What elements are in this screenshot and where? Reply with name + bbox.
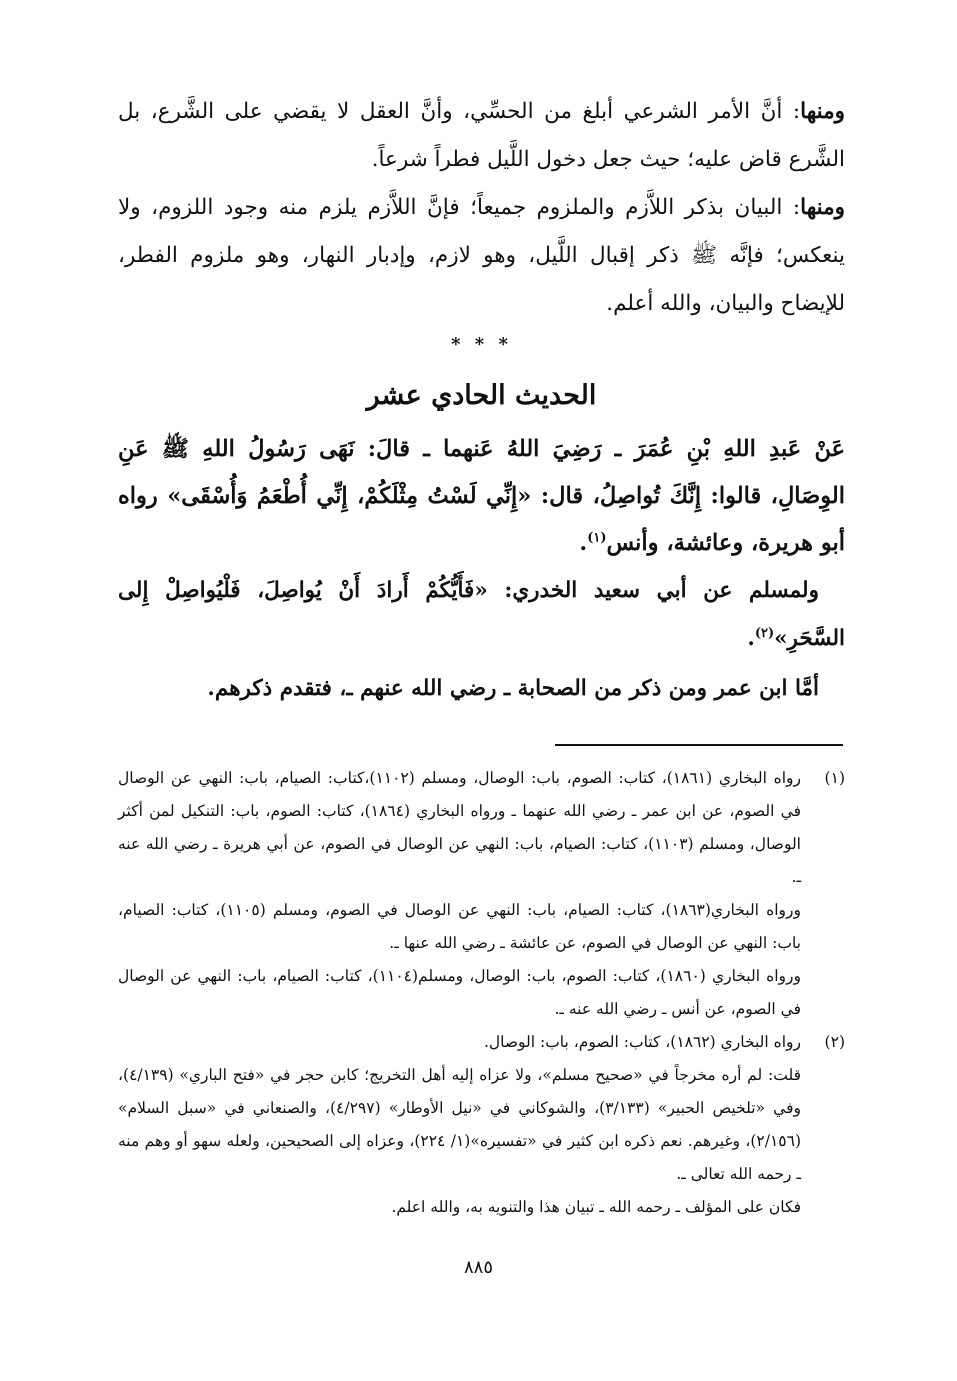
- muslim-body: ولمسلم عن أبي سعيد الخدري: «فَأَيُّكُمْ أَرادَ أَنْ يُواصِلَ، فَلْيُواصِلْ إِلى السَّحَرِ»: [118, 578, 845, 651]
- main-text: [118, 88, 845, 713]
- footnote-1-text: [118, 762, 801, 1026]
- footnote-2-para-3: فكان على المؤلف ـ رحمه الله ـ تبيان هذا والتنويه به، والله اعلم.: [391, 1198, 801, 1216]
- footnote-2: [118, 1026, 845, 1224]
- footnote-2-text: [118, 1026, 801, 1224]
- footnote-ref-1[interactable]: (١): [587, 530, 607, 546]
- hadith-end: .: [579, 530, 588, 556]
- paragraph-1: [118, 88, 845, 184]
- hadith-text: [118, 426, 845, 567]
- footnote-1-para-2: ورواه البخاري(١٨٦٣)، كتاب: الصيام، باب: النهي عن الوصال في الصوم، ومسلم (١١٠٥)، كتاب: الصيام، باب: النهي عن الوصال في الصوم، عن عائشة ـ رضي الله عنها ـ.: [118, 901, 801, 952]
- footnote-2-number: (٢): [824, 1033, 845, 1051]
- paragraph-1-text: : أنَّ الأمر الشرعي أبلغ من الحسِّي، وأنَّ العقل لا يقضي على الشَّرع، بل الشَّرع قاض عليه؛ حيث جعل دخول اللَّيل فطراً شرعاً.: [118, 99, 845, 172]
- page-number: ٨٨٥: [463, 1257, 493, 1278]
- footnote-1-para-1: رواه البخاري (١٨٦١)، كتاب: الصوم، باب: الوصال، ومسلم (١١٠٢)،كتاب: الصيام، باب: النهي عن الوصال في الصوم، عن ابن عمر ـ رضي الله عنهما ـ ورواه البخاري (١٨٦٤)، كتاب: الصوم، باب: التنكيل لمن أكثر الوصال، ومسلم (١١٠٣)، كتاب: الصيام، باب: النهي عن الوصال في الصوم، عن أبي هريرة ـ رضي الله عنه ـ.: [118, 769, 801, 886]
- paragraph-2-lead: ومنها: [800, 195, 845, 220]
- footnote-1-para-3: ورواه البخاري (١٨٦٠)، كتاب: الصوم، باب: الوصال، ومسلم(١١٠٤)، كتاب: الصيام، باب: النهي عن الوصال في الصوم، عن أنس ـ رضي الله عنه ـ.: [118, 967, 802, 1018]
- section-separator: * * *: [451, 334, 512, 355]
- muslim-end: .: [747, 626, 755, 651]
- footnote-2-para-2: قلت: لم أره مخرجاً في «صحيح مسلم»، ولا عزاه إليه أهل التخريج؛ كابن حجر في «فتح الباري» (٤/١٣٩)، وفي «تلخيص الحبير» (٣/١٣٣)، والشوكاني في «نيل الأوطار» (٤/٢٩٧)، والصنعاني في «سبل السلام» (٢/١٥٦)، وغيرهم. نعم ذكره ابن كثير في «تفسيره»(١/ ٢٢٤)، وعزاه إلى الصحيحين، ولعله سهو أو وهم منه ـ رحمه الله تعالى ـ.: [118, 1066, 802, 1183]
- footnotes: [118, 762, 845, 1224]
- paragraph-2: [118, 184, 845, 328]
- footnote-divider: [555, 744, 843, 746]
- paragraph-1-lead: ومنها: [800, 99, 845, 124]
- hadith-body: عَنْ عَبدِ اللهِ بْنِ عُمَرَ ـ رَضِيَ اللهُ عَنهما ـ قالَ: نَهَى رَسُولُ اللهِ ﷺ عَنِ الوِصَالِ، قالوا: إِنَّكَ تُواصِلُ، قال: «إِنِّي لَسْتُ مِثْلَكُمْ، إِنِّي أُطْعَمُ وَأُسْقَى» رواه أبو هريرة، وعائشة، وأنس: [118, 436, 845, 556]
- footnote-ref-2[interactable]: (٢): [754, 625, 775, 641]
- companions-note: أمَّا ابن عمر ومن ذكر من الصحابة ـ رضي الله عنهم ـ، فتقدم ذكرهم.: [207, 676, 819, 701]
- footnote-2-para-1: رواه البخاري (١٨٦٢)، كتاب: الصوم، باب: الوصال.: [483, 1033, 801, 1051]
- muslim-narration: [118, 567, 845, 663]
- footnote-1-number: (١): [824, 769, 845, 787]
- section-heading: الحديث الحادي عشر: [366, 380, 597, 411]
- footnote-1: [118, 762, 845, 1026]
- paragraph-2-text: : البيان بذكر اللاَّزم والملزوم جميعاً؛ فإنَّ اللاَّزم يلزم منه وجود اللزوم، ولا ينعكس؛ فإنَّه ﷺ ذكر إقبال اللَّيل، وهو لازم، وإدبار النهار، وهو ملزوم الفطر، للإيضاح والبيان، والله أعلم.: [118, 195, 845, 316]
